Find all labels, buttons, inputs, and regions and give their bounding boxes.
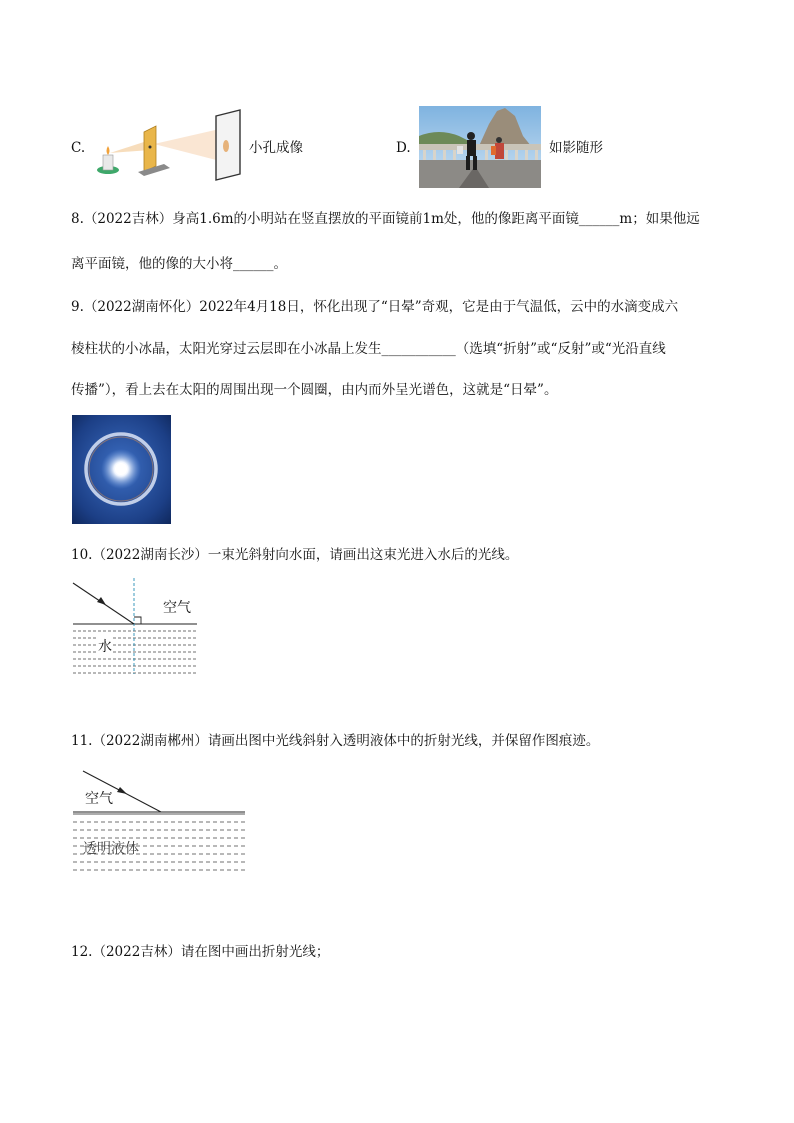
- question-11-text: 11.（2022湖南郴州）请画出图中光线斜射入透明液体中的折射光线，并保留作图痕迹。: [71, 733, 600, 749]
- question-9-line-1: 9.（2022湖南怀化）2022年4月18日，怀化出现了“日晕”奇观，它是由于气温低，云中的水滴变成六: [71, 299, 679, 315]
- question-8-line-2: 离平面镜，他的像的大小将______。: [71, 256, 287, 272]
- option-d-caption: 如影随形: [549, 140, 603, 156]
- option-c-caption: 小孔成像: [249, 140, 303, 156]
- question-10-text: 10.（2022湖南长沙）一束光斜射向水面，请画出这束光进入水后的光线。: [71, 547, 519, 563]
- shadow-photo: [419, 106, 541, 188]
- option-c-letter: C.: [71, 140, 86, 156]
- question-10-air-label: 空气: [163, 600, 191, 616]
- question-12-text: 12.（2022吉林）请在图中画出折射光线；: [71, 944, 330, 960]
- question-8-line-1: 8.（2022吉林）身高1.6m的小明站在竖直摆放的平面镜前1m处，他的像距离平面镜______m；如果他远: [71, 211, 700, 227]
- question-10-diagram: [73, 578, 197, 674]
- pinhole-imaging-figure: [94, 110, 244, 182]
- question-11-diagram: [73, 769, 245, 877]
- option-d-letter: D.: [396, 140, 411, 156]
- question-11-air-label: 空气: [85, 791, 113, 807]
- solar-halo-photo: [72, 415, 171, 524]
- question-10-water-label: 水: [98, 639, 112, 655]
- question-9-line-2: 棱柱状的小冰晶，太阳光穿过云层即在小冰晶上发生___________（选填“折射”或“反射”或“光沿直线: [71, 341, 666, 357]
- question-11-liquid-label: 透明液体: [83, 841, 139, 857]
- question-9-line-3: 传播”），看上去在太阳的周围出现一个圆圈，由内而外呈光谱色，这就是“日晕”。: [71, 382, 558, 398]
